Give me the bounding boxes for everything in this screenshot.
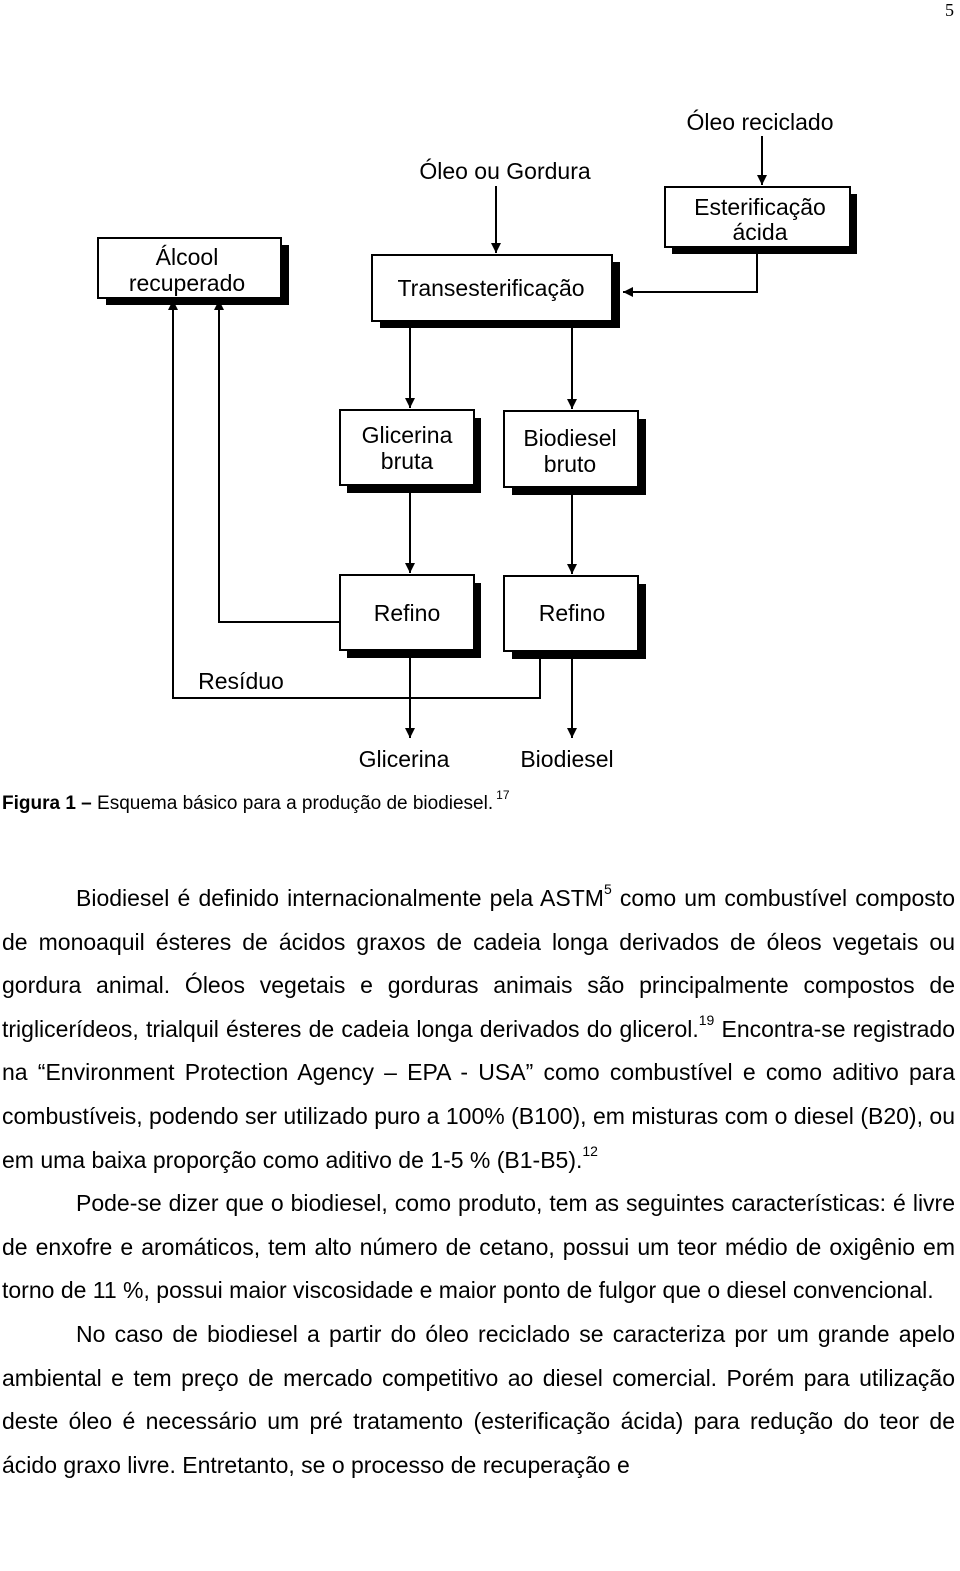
box-esterificacao-text-1: Esterificação <box>694 194 826 220</box>
p1-text-1: Biodiesel é definido internacionalmente pela ASTM <box>76 885 604 911</box>
box-biodiesel-bruto-text-1: Biodiesel <box>523 425 617 451</box>
box-esterificacao-text-2: ácida <box>732 219 788 245</box>
p1-text-2: como um combustível composto de monoaquil ésteres de ácidos graxos de cadeia longa derivados de óleos vegetais ou gordura animal. Óleos vegetais e gorduras animais são principalmente compostos de triglicerídeos, trialquil ésteres de cadeia longa derivados do glicerol. <box>2 885 955 1042</box>
figure-caption <box>2 788 510 815</box>
box-alcool-text-2: recuperado <box>128 270 246 296</box>
caption-ref: 17 <box>496 788 510 802</box>
label-glicerina-output: Glicerina <box>358 746 450 772</box>
box-glicerina-bruta-text-2: bruta <box>380 448 434 474</box>
box-biodiesel-bruto-text-2: bruto <box>543 451 597 477</box>
p1-ref-1: 5 <box>603 881 612 897</box>
caption-text: Esquema básico para a produção de biodiesel. <box>97 793 494 814</box>
box-refino-biodiesel-text: Refino <box>538 600 606 626</box>
paragraph-3: No caso de biodiesel a partir do óleo reciclado se caracteriza por um grande apelo ambiental e tem preço de mercado competitivo ao diesel comercial. Porém para utilização deste óleo é necessário um pré tratamento (esterificação ácida) para redução do teor de ácido graxo livre. Entretanto, se o processo de recuperação e <box>2 1320 955 1478</box>
label-oleo-reciclado: Óleo reciclado <box>686 109 834 135</box>
body-text <box>2 877 955 1487</box>
paragraph-2: Pode-se dizer que o biodiesel, como produto, tem as seguintes características: é livre de enxofre e aromáticos, tem alto número de cetano, possui um teor médio de oxigênio em torno de 11 %, possui maior viscosidade e maior ponto de fulgor que o diesel convencional. <box>2 1190 955 1304</box>
box-alcool-text-1: Álcool <box>155 244 219 270</box>
box-transesterificacao-text: Transesterificação <box>397 275 585 301</box>
box-glicerina-bruta-text-1: Glicerina <box>361 422 453 448</box>
caption-label: Figura 1 – <box>2 793 92 814</box>
box-refino-glicerina-text: Refino <box>373 600 441 626</box>
label-oleo-gordura: Óleo ou Gordura <box>419 158 591 184</box>
label-residuo: Resíduo <box>198 668 284 694</box>
p1-ref-2: 19 <box>698 1011 715 1028</box>
label-biodiesel-output: Biodiesel <box>520 746 614 772</box>
p1-ref-3: 12 <box>582 1142 598 1159</box>
p1-text-3: Encontra-se registrado na “Environment Protection Agency – EPA - USA” como combustível e como aditivo para combustíveis, podendo ser utilizado puro a 100% (B100), em misturas com o diesel (B20), ou em uma baixa proporção como aditivo de 1-5 % (B1-B5). <box>2 1015 955 1173</box>
paragraph-1 <box>2 877 955 1182</box>
page-number: 5 <box>945 0 954 20</box>
